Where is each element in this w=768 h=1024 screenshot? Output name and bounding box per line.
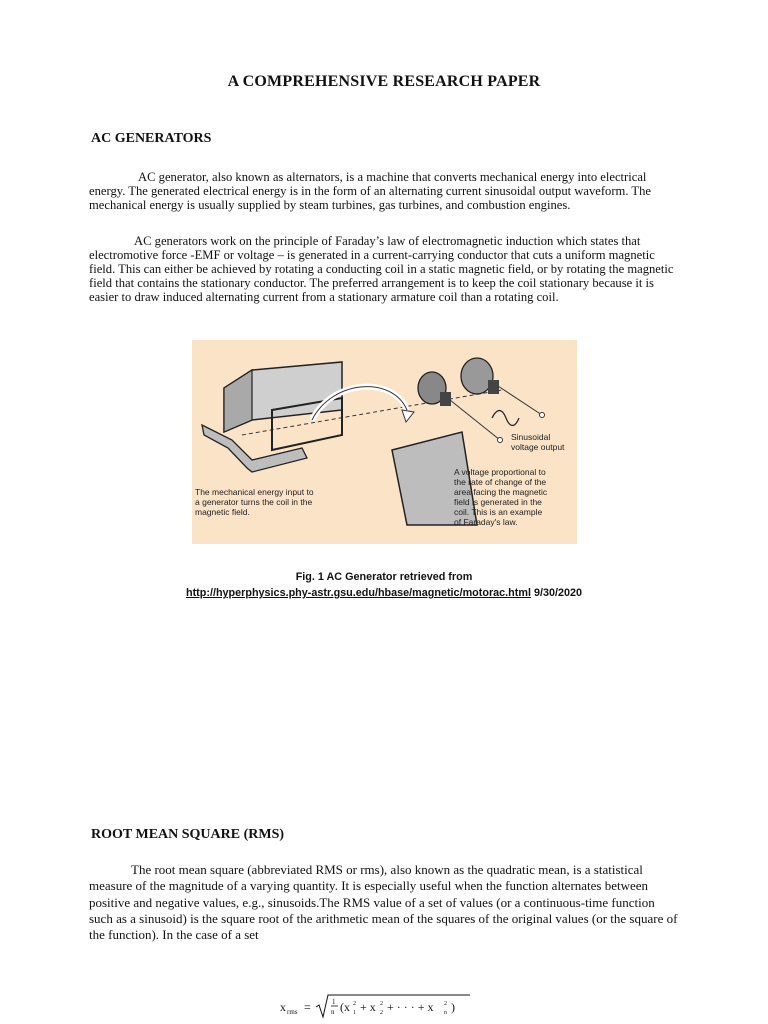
label-right-6: of Faraday's law.	[454, 517, 518, 527]
svg-text:rms: rms	[287, 1008, 298, 1016]
label-right-3: area facing the magnetic	[454, 487, 548, 497]
brush-1	[440, 392, 451, 406]
label-left-2: a generator turns the coil in the	[195, 497, 313, 507]
paragraph-rms-intro	[89, 862, 679, 943]
svg-text:): )	[451, 1000, 455, 1014]
ac-generator-figure	[192, 340, 577, 544]
label-output-2: voltage output	[511, 442, 565, 452]
label-left-1: The mechanical energy input to	[195, 487, 314, 497]
label-right-1: A voltage proportional to	[454, 467, 546, 477]
paragraph-text: AC generator, also known as alternators, is a machine that converts mechanical energy into electrical energy. The generated electrical energy is in the form of an alternating current sinusoidal output waveform. The mechanical energy is usually supplied by steam turbines, gas turbines, and combustion engines.	[89, 170, 651, 213]
section-heading-ac-generators: AC GENERATORS	[91, 131, 212, 146]
svg-text:2: 2	[444, 1001, 447, 1007]
label-right-4: field is generated in the	[454, 497, 542, 507]
svg-text:1: 1	[332, 998, 336, 1006]
svg-text:+ · · · + x: + · · · + x	[387, 1000, 434, 1014]
svg-text:2: 2	[380, 1001, 383, 1007]
section-heading-rms: ROOT MEAN SQUARE (RMS)	[91, 827, 285, 842]
svg-text:=: =	[304, 1000, 311, 1014]
rms-formula-graphic	[280, 992, 480, 1022]
svg-text:n: n	[444, 1010, 447, 1016]
svg-text:+ x: + x	[360, 1000, 376, 1014]
brush-2	[488, 380, 499, 394]
label-output-1: Sinusoidal	[511, 432, 551, 442]
svg-text:n: n	[331, 1008, 335, 1016]
label-left-3: magnetic field.	[195, 507, 250, 517]
caption-date: 9/30/2020	[533, 587, 582, 599]
paper-title: A COMPREHENSIVE RESEARCH PAPER	[227, 73, 541, 90]
paragraph-text: The root mean square (abbreviated RMS or rms), also known as the quadratic mean, is a statistical measure of the magnitude of a varying quantity. It is especially useful when the function alternates between positive and negative values, e.g., sinusoids.The RMS value of a set of values (or a continuous-time function such as a sinusoid) is the square root of the arithmetic mean of the squares of the original values (or the square of the function). In the case of a set	[89, 862, 678, 943]
label-right-5: coil. This is an example	[454, 507, 543, 517]
paragraph-ac-principle	[89, 234, 679, 304]
paragraph-ac-intro	[89, 170, 679, 212]
svg-text:2: 2	[353, 1001, 356, 1007]
svg-text:(x: (x	[340, 1000, 350, 1014]
ac-generator-diagram	[192, 340, 577, 544]
svg-text:x: x	[280, 1000, 286, 1014]
paragraph-text: AC generators work on the principle of Faraday’s law of electromagnetic induction which states that electromotive force -EMF or voltage – is generated in a current-carrying conductor that cuts a uniform magnetic field. This can either be achieved by rotating a conducting coil in a static magnetic field, or by rotating the magnetic field that contains the stationary conductor. The preferred arrangement is to keep the coil stationary because it is easier to draw induced alternating current from a stationary armature coil than a rotating coil.	[89, 234, 674, 305]
svg-text:1: 1	[353, 1010, 356, 1016]
figure-caption-line1: Fig. 1 AC Generator retrieved from	[295, 571, 473, 583]
svg-text:2: 2	[380, 1010, 383, 1016]
figure-caption-line2	[0, 587, 768, 599]
label-right-2: the rate of change of the	[454, 477, 547, 487]
rms-formula	[280, 992, 480, 1022]
caption-link[interactable]: http://hyperphysics.phy-astr.gsu.edu/hbase/magnetic/motorac.html	[185, 587, 531, 599]
